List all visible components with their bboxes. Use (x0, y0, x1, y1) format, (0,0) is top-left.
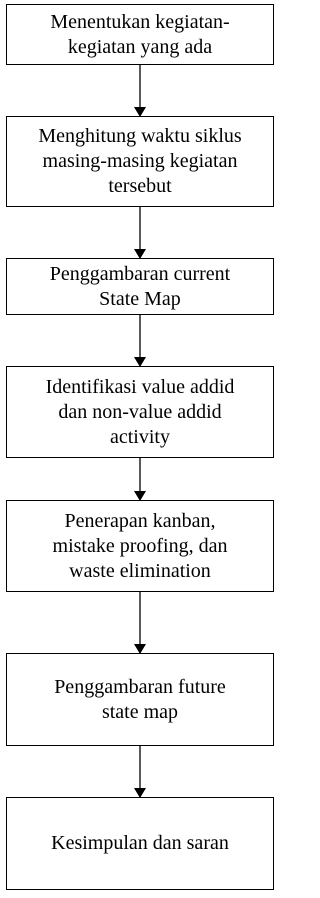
step-label-6: Penggambaran future state map (54, 675, 226, 723)
step-label-1: Menentukan kegiatan- kegiatan yang ada (50, 10, 230, 58)
step-box-7 (6, 797, 274, 890)
step-box-4 (6, 366, 274, 458)
step-box-6 (6, 653, 274, 746)
step-box-1 (6, 4, 274, 65)
step-box-3 (6, 258, 274, 315)
step-box-2 (6, 116, 274, 207)
step-label-4: Identifikasi value addid dan non-value addid activity (45, 375, 235, 448)
step-label-2: Menghitung waktu siklus masing-masing kegiatan tersebut (38, 125, 242, 197)
step-label-7: Kesimpulan dan saran (51, 832, 229, 854)
step-label-3: Penggambaran current State Map (49, 262, 231, 310)
step-label-5: Penerapan kanban, mistake proofing, dan waste elimination (52, 509, 228, 582)
step-box-5 (6, 500, 274, 592)
